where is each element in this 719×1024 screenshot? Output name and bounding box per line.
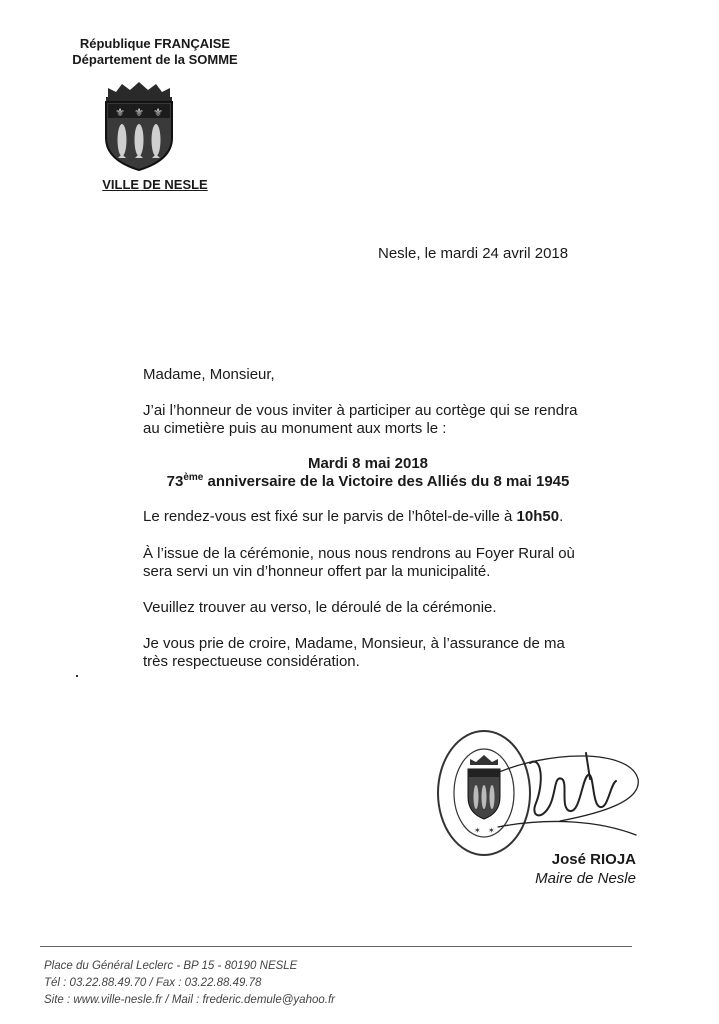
greeting: Madame, Monsieur,: [143, 366, 275, 383]
invitation-paragraph: J’ai l’honneur de vous inviter à participer au cortège qui se rendra au cimetière puis au monument aux morts le :: [143, 402, 578, 437]
event-suffix: ème: [183, 472, 204, 483]
event-date: Mardi 8 mai 2018: [307, 455, 429, 472]
footer-web: Site : www.ville-nesle.fr / Mail : frederic.demule@yahoo.fr: [44, 994, 335, 1006]
footer-phone: Tél : 03.22.88.49.70 / Fax : 03.22.88.49.78: [44, 977, 262, 989]
event-block: [143, 455, 593, 491]
header-departement: Département de la SOMME: [72, 52, 238, 67]
letter-date: Nesle, le mardi 24 avril 2018: [378, 245, 569, 262]
svg-text:⚜: ⚜: [115, 106, 125, 119]
town-name: VILLE DE NESLE: [102, 177, 208, 192]
signer-title: Maire de Nesle: [535, 870, 636, 887]
meeting-paragraph: [143, 508, 593, 526]
footer-divider: [40, 946, 632, 947]
meeting-time: 10h50: [516, 508, 560, 525]
svg-text:⚜: ⚜: [134, 106, 144, 119]
svg-text:✶: ✶: [474, 826, 481, 835]
reception-paragraph: À l’issue de la cérémonie, nous nous rendrons au Foyer Rural où sera servi un vin d’honneur offert par la municipalité.: [143, 545, 575, 580]
coat-of-arms-icon: [102, 82, 176, 172]
event-number: 73: [166, 473, 184, 490]
header-republique: République FRANÇAISE: [79, 36, 231, 51]
signer-name: José RIOJA: [551, 851, 636, 868]
svg-text:⚜: ⚜: [153, 106, 163, 119]
verso-paragraph: Veuillez trouver au verso, le déroulé de la cérémonie.: [143, 599, 497, 616]
meeting-end: .: [559, 508, 564, 525]
event-rest: anniversaire de la Victoire des Alliés du 8 mai 1945: [203, 473, 570, 490]
svg-text:✶: ✶: [488, 826, 495, 835]
closing-paragraph: Je vous prie de croire, Madame, Monsieur, à l’assurance de ma très respectueuse considération.: [143, 635, 565, 670]
event-title: [143, 473, 593, 491]
mayor-signature-icon: [490, 735, 640, 845]
footer-address: Place du Général Leclerc - BP 15 - 80190 NESLE: [44, 960, 298, 972]
meeting-text: Le rendez-vous est fixé sur le parvis de l’hôtel-de-ville à: [143, 508, 517, 525]
stray-dot: [76, 675, 78, 677]
